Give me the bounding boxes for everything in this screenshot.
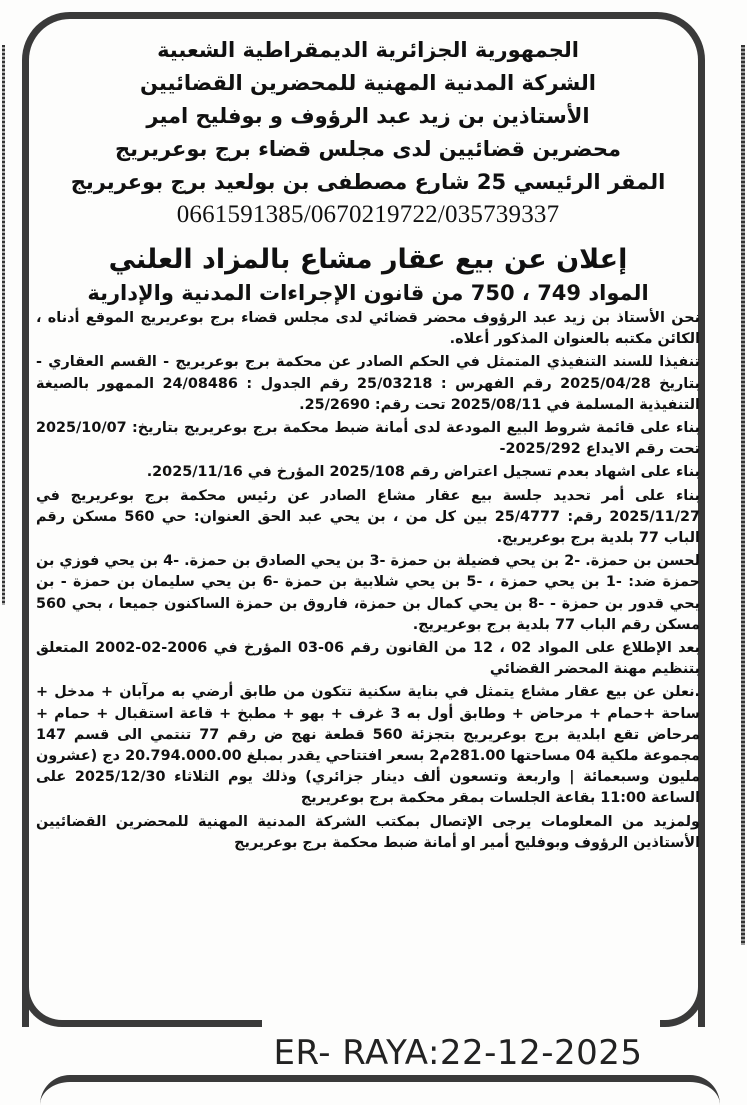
paragraph-sale-conditions: بناء على قائمة شروط البيع المودعة لدى أمانة ضبط محكمة برج بوعريريج بتاريخ: 2025/10/07 تحت رقم الايداع 2025/292-	[36, 420, 700, 458]
paragraph-parties: لحسن بن حمزة. -2 بن يحي فضيلة بن حمزة -3 بن يحي الصادق بن حمزة. -4 بن يحي فوزي بن حمزة ضد: -1 بن يحي حمزة ، -5 بن يحي شلابية بن حمزة -6 بن يحي سليمان بن حمزة - بن يحي قدور بن حمزة - -8 بن يحي كمال بن حمزة، فاروق بن حمزة الساكنون جميعا ، بحي 560 مسكن رقم الباب 77 بلدية برج بوعريريج.	[36, 553, 701, 633]
notice-content	[36, 34, 700, 854]
notice-title: إعلان عن بيع عقار مشاع بالمزاد العلني	[108, 244, 628, 275]
header-address: المقر الرئيسي 25 شارع مصطفى بن بولعيد برج بوعريريج	[70, 170, 666, 194]
header-company: الشركة المدنية المهنية للمحضرين القضائيين	[139, 71, 596, 95]
paragraph-no-objection: بناء على اشهاد بعدم تسجيل اعتراض رقم 2025/108 المؤرخ في 2025/11/16.	[146, 464, 700, 481]
paragraph-property-description: .نعلن عن بيع عقار مشاع يتمثل في بناية سكنية تتكون من طابق أرضي به مرآبان + مدخل + ساحة +حمام + مرحاض + وطابق أول به 3 غرف + بهو + مطبخ + قاعة استقبال + حمام + مرحاض تقع ابلدية برج بوعريريج بتجزئة 560 قطعة نهج ض رقم 77 تنتمي الى قسم 147 مجموعة ملكية 04 مساحتها 281.00م2 بسعر افتتاحي يقدر بمبلغ 20.794.000.00 دج (عشرون مليون وسبعمائة | واربعة وتسعون ألف دينار جزائري) وذلك يوم الثلاثاء 2025/12/30 على الساعة 11:00 بقاعة الجلسات بمقر محكمة برج بوعريريج	[36, 684, 700, 807]
adjacent-ad-border-left	[2, 45, 5, 605]
frame-corner-bottom-left	[22, 980, 262, 1027]
notice-subtitle: المواد 749 ، 750 من قانون الإجراءات المدنية والإدارية	[87, 281, 649, 305]
adjacent-ad-border-right	[741, 45, 745, 945]
header-jurisdiction: محضرين قضائيين لدى مجلس قضاء برج بوعريريج	[114, 137, 622, 161]
paragraph-intro: نحن الأستاذ بن زيد عبد الرؤوف محضر قضائي لدى مجلس قضاء برج بوعريريج الموقع أدناه ، الكائن مكتبه بالعنوان المذكور أعلاه.	[36, 310, 700, 348]
next-notice-frame	[40, 1075, 720, 1105]
frame-gap	[262, 1015, 660, 1029]
header-bailiffs: الأستاذين بن زيد عبد الرؤوف و بوفليح امير	[146, 104, 590, 128]
paragraph-hearing-order: بناء على أمر تحديد جلسة بيع عقار مشاع الصادر عن رئيس محكمة برج بوعريريج في 2025/11/27 رقم: 25/4777 بين كل من ، بن يحي عبد الحق العنوان: حي 560 مسكن رقم الباب 77 بلدية برج بوعريريج.	[36, 487, 700, 547]
header-phones: 0661591385/0670219722/035739337	[176, 201, 560, 228]
paragraph-contact-info: ولمزيد من المعلومات يرجى الإتصال بمكتب الشركة المدنية المهنية للمحضرين القضائيين الأستاذين الرؤوف وبوفليح أمير او أمانة ضبط محكمة برج بوعريريج	[36, 813, 700, 851]
paragraph-legal-basis: بعد الإطلاع على المواد 02 ، 12 من القانون رقم 06-03 المؤرخ في 2006-02-2002 المتعلق بتنظيم مهنة المحضر القضائي	[36, 640, 700, 678]
header-country: الجمهورية الجزائرية الديمقراطية الشعبية	[157, 38, 579, 62]
publication-stamp: ER- RAYA:22-12-2025	[273, 1033, 643, 1073]
paragraph-judgment: تنفيذا للسند التنفيذي المتمثل في الحكم الصادر عن محكمة برج بوعريريج - القسم العقاري - بتاريخ 2025/04/28 رقم الفهرس : 25/03218 رقم الجدول : 24/08486 الممهور بالصيغة التنفيذية المسلمة في 2025/08/11 تحت رقم: 25/2690.	[36, 354, 700, 413]
